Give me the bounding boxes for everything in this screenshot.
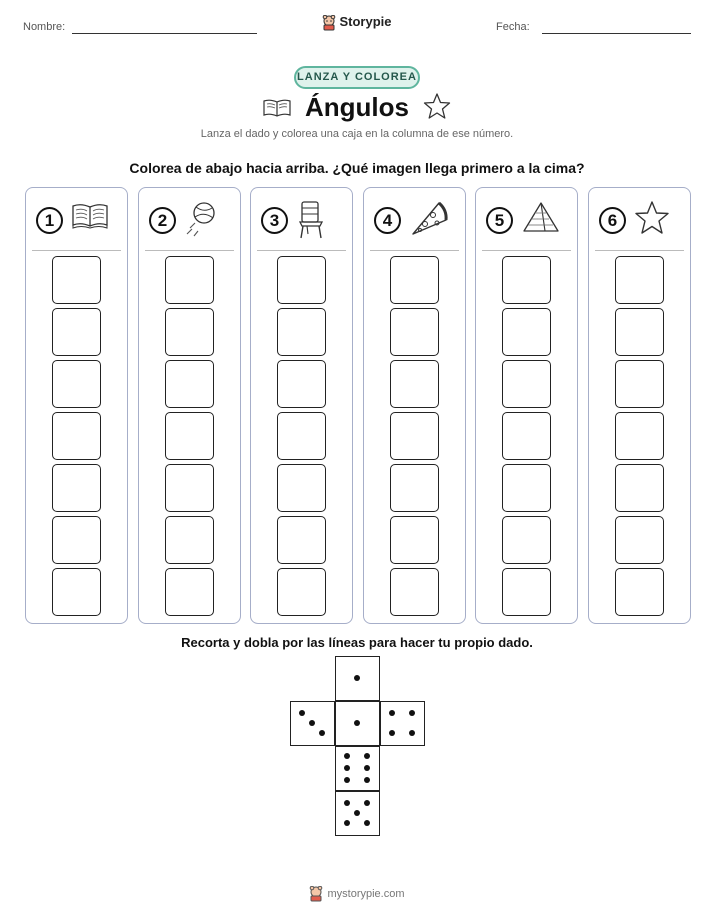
color-box[interactable] — [165, 256, 214, 304]
color-box[interactable] — [502, 308, 551, 356]
color-box[interactable] — [502, 516, 551, 564]
color-box[interactable] — [615, 568, 664, 616]
die-pip — [299, 710, 305, 716]
die-pip — [344, 777, 350, 783]
cut-instruction: Recorta y dobla por las líneas para hacer tu propio dado. — [181, 635, 533, 650]
die-pip — [389, 710, 395, 716]
color-box[interactable] — [615, 360, 664, 408]
color-box[interactable] — [390, 256, 439, 304]
column-header — [364, 188, 465, 250]
column-2 — [138, 187, 241, 624]
color-box[interactable] — [615, 256, 664, 304]
column-1 — [25, 187, 128, 624]
color-box[interactable] — [502, 256, 551, 304]
color-box[interactable] — [502, 412, 551, 460]
color-box[interactable] — [52, 568, 101, 616]
die-pip — [344, 765, 350, 771]
color-box[interactable] — [390, 360, 439, 408]
column-number: 3 — [261, 207, 288, 234]
color-box[interactable] — [277, 464, 326, 512]
footer — [0, 886, 714, 902]
book-icon — [71, 200, 109, 235]
color-box[interactable] — [615, 516, 664, 564]
pizza-icon — [409, 200, 449, 243]
chair-icon — [296, 200, 326, 245]
ball-icon — [184, 200, 218, 245]
die-pip — [364, 800, 370, 806]
column-number: 6 — [599, 207, 626, 234]
color-box[interactable] — [165, 464, 214, 512]
column-header — [476, 188, 577, 250]
die-pip — [364, 820, 370, 826]
die-pip — [344, 753, 350, 759]
subtitle: Lanza el dado y colorea una caja en la columna de ese número. — [200, 128, 514, 140]
color-box[interactable] — [52, 360, 101, 408]
date-line[interactable] — [542, 33, 691, 34]
date-label: Fecha: — [496, 21, 530, 33]
page-title: Ángulos — [305, 92, 409, 122]
title-row — [0, 90, 714, 130]
column-number: 1 — [36, 207, 63, 234]
die-pip — [389, 730, 395, 736]
column-divider — [595, 250, 684, 251]
die-pip — [319, 730, 325, 736]
name-line[interactable] — [72, 33, 257, 34]
brand-name: Storypie — [339, 14, 392, 29]
star-icon — [634, 200, 670, 241]
die-pip — [354, 810, 360, 816]
color-box[interactable] — [615, 308, 664, 356]
die-pip — [309, 720, 315, 726]
color-box[interactable] — [165, 308, 214, 356]
color-box[interactable] — [390, 308, 439, 356]
column-header — [139, 188, 240, 250]
color-box[interactable] — [277, 516, 326, 564]
color-box[interactable] — [52, 256, 101, 304]
storypie-logo-icon — [309, 886, 323, 902]
color-box[interactable] — [277, 412, 326, 460]
die-face-5 — [335, 791, 380, 836]
column-number: 2 — [149, 207, 176, 234]
die-pip — [364, 765, 370, 771]
color-box[interactable] — [52, 412, 101, 460]
color-box[interactable] — [502, 568, 551, 616]
name-label: Nombre: — [23, 21, 66, 33]
column-number: 4 — [374, 207, 401, 234]
die-face-3 — [290, 701, 335, 746]
color-box[interactable] — [165, 516, 214, 564]
die-pip — [354, 675, 360, 681]
brand — [0, 14, 714, 31]
die-pip — [354, 720, 360, 726]
color-box[interactable] — [390, 412, 439, 460]
die-pip — [364, 753, 370, 759]
column-5 — [475, 187, 578, 624]
storypie-logo-icon — [322, 15, 336, 31]
color-box[interactable] — [165, 568, 214, 616]
die-pip — [409, 730, 415, 736]
die-pip — [409, 710, 415, 716]
column-divider — [370, 250, 459, 251]
color-box[interactable] — [502, 360, 551, 408]
activity-badge: LANZA Y COLOREA — [294, 66, 420, 89]
column-divider — [482, 250, 571, 251]
die-face-1 — [335, 701, 380, 746]
color-box[interactable] — [277, 308, 326, 356]
color-box[interactable] — [390, 516, 439, 564]
column-divider — [257, 250, 346, 251]
column-number: 5 — [486, 207, 513, 234]
column-header — [26, 188, 127, 250]
footer-url[interactable]: mystorypie.com — [327, 887, 405, 900]
column-divider — [145, 250, 234, 251]
die-face-6 — [335, 746, 380, 791]
color-box[interactable] — [615, 412, 664, 460]
color-box[interactable] — [165, 360, 214, 408]
column-divider — [32, 250, 121, 251]
column-3 — [250, 187, 353, 624]
column-6 — [588, 187, 691, 624]
die-face-1 — [335, 656, 380, 701]
color-box[interactable] — [390, 568, 439, 616]
color-box[interactable] — [277, 256, 326, 304]
color-box[interactable] — [502, 464, 551, 512]
color-box[interactable] — [277, 360, 326, 408]
color-box[interactable] — [52, 516, 101, 564]
color-box[interactable] — [277, 568, 326, 616]
pyramid-icon — [521, 200, 561, 241]
star-icon — [423, 92, 451, 120]
color-box[interactable] — [390, 464, 439, 512]
die-face-4 — [380, 701, 425, 746]
die-pip — [364, 777, 370, 783]
color-box[interactable] — [165, 412, 214, 460]
die-pip — [344, 820, 350, 826]
column-4 — [363, 187, 466, 624]
column-header — [251, 188, 352, 250]
color-box[interactable] — [52, 464, 101, 512]
instruction: Colorea de abajo hacia arriba. ¿Qué imagen llega primero a la cima? — [129, 160, 585, 176]
color-box[interactable] — [52, 308, 101, 356]
column-header — [589, 188, 690, 250]
die-pip — [344, 800, 350, 806]
color-box[interactable] — [615, 464, 664, 512]
